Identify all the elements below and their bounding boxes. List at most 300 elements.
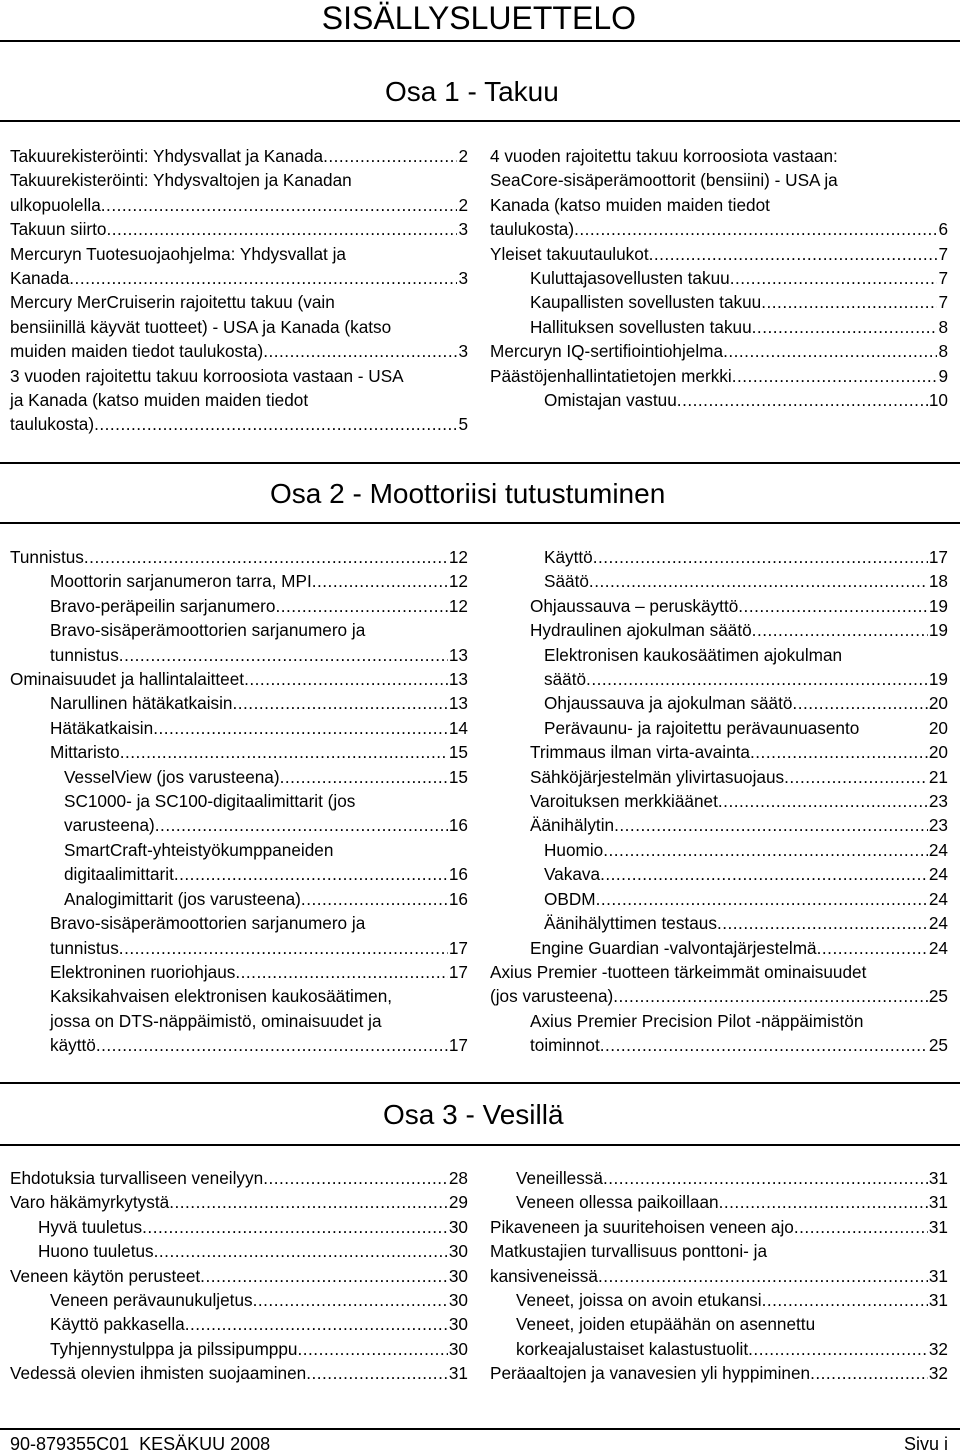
toc-page-number: 7 bbox=[938, 292, 948, 313]
dot-leader bbox=[589, 569, 928, 593]
toc-entry-text: Mercuryn Tuotesuojaohjelma: Yhdysvallat ja bbox=[10, 243, 346, 264]
toc-page-number: 31 bbox=[928, 1290, 948, 1311]
toc-entry-last-line bbox=[490, 594, 948, 618]
dot-leader bbox=[232, 691, 447, 715]
dot-leader bbox=[750, 740, 928, 764]
toc-entry-last-line bbox=[490, 691, 948, 715]
dot-leader bbox=[603, 1166, 928, 1190]
toc-page-number: 5 bbox=[458, 414, 468, 435]
toc-entry bbox=[10, 144, 468, 168]
toc-entry-last-line bbox=[490, 1033, 948, 1057]
toc-entry-text: SeaCore-sisäperämoottorit (bensiini) - USA ja bbox=[490, 170, 838, 191]
toc-entry bbox=[10, 789, 468, 838]
toc-page-number: 7 bbox=[938, 243, 948, 264]
toc-entry-last-line bbox=[10, 1215, 468, 1239]
toc-entry bbox=[10, 838, 468, 887]
toc-entry-text: Axius Premier Precision Pilot -näppäimistön bbox=[530, 1010, 864, 1031]
toc-page-number: 15 bbox=[448, 766, 468, 787]
dot-leader bbox=[596, 887, 928, 911]
dot-leader bbox=[730, 266, 938, 290]
toc-entry-text: Takuun siirto bbox=[10, 219, 107, 240]
toc-entry bbox=[490, 911, 948, 935]
toc-page-number: 17 bbox=[448, 961, 468, 982]
toc-entry-text: Mercury MerCruiserin rajoitettu takuu (vain bbox=[10, 292, 335, 313]
toc-entry bbox=[10, 618, 468, 667]
toc-entry-text: (jos varusteena) bbox=[490, 986, 614, 1007]
toc-entry-last-line bbox=[10, 667, 468, 691]
dot-leader bbox=[748, 1337, 928, 1361]
toc-entry-text: Bravo-peräpeilin sarjanumero bbox=[50, 595, 276, 616]
toc-entry bbox=[490, 1312, 948, 1361]
toc-entry-last-line bbox=[10, 936, 468, 960]
toc-entry-text: korkeajalustaiset kalastustuolit bbox=[516, 1338, 749, 1359]
toc-page-number: 19 bbox=[928, 595, 948, 616]
toc-page-number: 30 bbox=[448, 1216, 468, 1237]
section-3-left-column bbox=[10, 1166, 468, 1386]
dot-leader bbox=[732, 364, 938, 388]
toc-entry-line bbox=[10, 838, 468, 862]
toc-entry-last-line bbox=[490, 315, 948, 339]
toc-entry-last-line bbox=[490, 789, 948, 813]
toc-entry-last-line bbox=[10, 594, 468, 618]
toc-page-number: 3 bbox=[458, 219, 468, 240]
dot-leader bbox=[794, 1215, 928, 1239]
toc-entry bbox=[490, 1215, 948, 1239]
toc-entry bbox=[490, 1239, 948, 1288]
toc-entry-last-line bbox=[490, 266, 948, 290]
toc-entry-text: tunnistus bbox=[50, 937, 119, 958]
toc-entry bbox=[490, 315, 948, 339]
dot-leader bbox=[717, 911, 928, 935]
toc-entry bbox=[490, 339, 948, 363]
dot-leader bbox=[169, 1190, 448, 1214]
toc-entry-text: Tyhjennystulppa ja pilssipumppu bbox=[50, 1338, 298, 1359]
toc-entry-text: ulkopuolella bbox=[10, 194, 101, 215]
toc-entry-last-line bbox=[490, 716, 948, 740]
toc-page-number: 30 bbox=[448, 1265, 468, 1286]
dot-leader bbox=[263, 339, 457, 363]
toc-entry-last-line bbox=[490, 1215, 948, 1239]
toc-page-number: 31 bbox=[928, 1192, 948, 1213]
toc-entry-text: Hätäkatkaisin bbox=[50, 717, 154, 738]
toc-entry-text: 3 vuoden rajoitettu takuu korroosiota vastaan - USA bbox=[10, 365, 404, 386]
toc-entry-line bbox=[10, 315, 468, 339]
toc-entry-text: Veneet, joiden etupäähän on asennettu bbox=[516, 1314, 816, 1335]
dot-leader bbox=[119, 936, 448, 960]
dot-leader bbox=[306, 1361, 448, 1385]
toc-page-number: 10 bbox=[928, 390, 948, 411]
section-3-right-column bbox=[490, 1166, 948, 1386]
toc-entry-text: Kuluttajasovellusten takuu bbox=[530, 268, 730, 289]
toc-entry bbox=[10, 1239, 468, 1263]
dot-leader bbox=[762, 1288, 928, 1312]
toc-entry bbox=[10, 1215, 468, 1239]
toc-entry-last-line bbox=[10, 339, 468, 363]
toc-entry bbox=[490, 364, 948, 388]
dot-leader bbox=[142, 1215, 448, 1239]
section-1-right-column bbox=[490, 144, 948, 412]
toc-entry-text: Tunnistus bbox=[10, 547, 84, 567]
dot-leader bbox=[603, 838, 928, 862]
toc-entry-text: Veneen perävaunukuljetus bbox=[50, 1290, 253, 1311]
toc-entry bbox=[490, 960, 948, 1009]
dot-leader bbox=[185, 1312, 448, 1336]
toc-entry-text: digitaalimittarit bbox=[64, 864, 174, 885]
dot-leader bbox=[719, 1190, 928, 1214]
toc-entry-text: Pikaveneen ja suuritehoisen veneen ajo bbox=[490, 1216, 794, 1237]
toc-entry-line bbox=[10, 911, 468, 935]
toc-entry-text: taulukosta) bbox=[490, 219, 575, 240]
toc-entry-line bbox=[10, 789, 468, 813]
toc-entry-last-line bbox=[490, 936, 948, 960]
toc-page-number: 24 bbox=[928, 839, 948, 860]
footer-rule bbox=[0, 1428, 960, 1430]
toc-entry-text: Ehdotuksia turvalliseen veneilyyn bbox=[10, 1168, 264, 1188]
toc-entry-last-line bbox=[10, 691, 468, 715]
toc-entry bbox=[490, 838, 948, 862]
toc-entry-text: Ohjaussauva ja ajokulman säätö bbox=[544, 693, 793, 714]
toc-page-number: 13 bbox=[448, 644, 468, 665]
toc-entry-text: VesselView (jos varusteena) bbox=[64, 766, 280, 787]
toc-entry bbox=[10, 364, 468, 437]
toc-entry-last-line bbox=[10, 1312, 468, 1336]
toc-entry-last-line bbox=[490, 740, 948, 764]
toc-page-number: 16 bbox=[448, 864, 468, 885]
toc-entry-last-line bbox=[490, 887, 948, 911]
dot-leader bbox=[752, 315, 938, 339]
toc-entry-last-line bbox=[10, 960, 468, 984]
toc-page-number: 25 bbox=[928, 986, 948, 1007]
toc-page-number: 24 bbox=[928, 888, 948, 909]
toc-page-number: 24 bbox=[928, 864, 948, 885]
toc-entry bbox=[490, 1009, 948, 1058]
toc-page-number: 17 bbox=[448, 937, 468, 958]
toc-entry-text: Käyttö pakkasella bbox=[50, 1314, 185, 1335]
toc-page-number: 24 bbox=[928, 937, 948, 958]
dot-leader bbox=[94, 412, 457, 436]
section-title-1: Osa 1 - Takuu bbox=[385, 76, 559, 107]
toc-entry-last-line bbox=[490, 1288, 948, 1312]
toc-entry bbox=[490, 765, 948, 789]
toc-entry-text: Veneet, joissa on avoin etukansi bbox=[516, 1290, 762, 1311]
toc-page-number: 13 bbox=[448, 693, 468, 714]
toc-entry-text: käyttö bbox=[50, 1035, 96, 1056]
footer-page-label: Sivu i bbox=[903, 1434, 948, 1454]
toc-entry-text: tunnistus bbox=[50, 644, 119, 665]
toc-entry-text: varusteena) bbox=[64, 815, 155, 836]
toc-entry-line bbox=[490, 193, 948, 217]
toc-entry-last-line bbox=[490, 545, 948, 569]
toc-entry bbox=[490, 1361, 948, 1385]
toc-entry-text: bensiinillä käyvät tuotteet) - USA ja Kanada (katso bbox=[10, 316, 392, 337]
dot-leader bbox=[84, 545, 448, 569]
toc-entry-last-line bbox=[10, 1033, 468, 1057]
toc-entry-last-line bbox=[490, 984, 948, 1008]
toc-page-number: 30 bbox=[448, 1241, 468, 1262]
toc-entry-last-line bbox=[10, 1239, 468, 1263]
toc-page-number: 29 bbox=[448, 1192, 468, 1213]
dot-leader bbox=[598, 1264, 928, 1288]
toc-entry-last-line bbox=[490, 1337, 948, 1361]
toc-entry bbox=[490, 643, 948, 692]
toc-entry bbox=[10, 984, 468, 1057]
toc-entry-text: Kanada bbox=[10, 268, 70, 289]
toc-entry-text: Narullinen hätäkatkaisin bbox=[50, 693, 233, 714]
toc-page-number: 31 bbox=[928, 1216, 948, 1237]
toc-entry-text: säätö bbox=[544, 669, 587, 690]
toc-entry bbox=[490, 740, 948, 764]
toc-entry-text: OBDM bbox=[544, 888, 596, 909]
section-3-rule bbox=[0, 1144, 960, 1146]
toc-entry-last-line bbox=[10, 217, 468, 241]
toc-entry-text: Peräaaltojen ja vanavesien yli hyppiminen bbox=[490, 1363, 811, 1384]
dot-leader bbox=[297, 1337, 447, 1361]
dot-leader bbox=[649, 242, 938, 266]
toc-entry-last-line bbox=[10, 862, 468, 886]
toc-entry-text: Yleiset takuutaulukot bbox=[490, 243, 649, 264]
toc-page-number: 19 bbox=[928, 620, 948, 641]
toc-entry-text: Vedessä olevien ihmisten suojaaminen bbox=[10, 1363, 307, 1384]
toc-page-number: 23 bbox=[928, 791, 948, 812]
toc-page-number: 30 bbox=[448, 1290, 468, 1311]
dot-leader bbox=[677, 388, 928, 412]
dot-leader bbox=[600, 862, 928, 886]
toc-entry-last-line bbox=[490, 1166, 948, 1190]
toc-entry-last-line bbox=[490, 911, 948, 935]
toc-page-number: 12 bbox=[448, 571, 468, 592]
dot-leader bbox=[174, 862, 448, 886]
toc-entry bbox=[490, 569, 948, 593]
toc-page-number: 14 bbox=[448, 717, 468, 738]
toc-entry-text: Hyvä tuuletus bbox=[38, 1216, 143, 1237]
toc-entry bbox=[490, 1190, 948, 1214]
toc-entry-last-line bbox=[10, 1166, 468, 1190]
dot-leader bbox=[312, 569, 448, 593]
toc-entry bbox=[10, 887, 468, 911]
dot-leader bbox=[593, 545, 928, 569]
section-2-rule bbox=[0, 522, 960, 524]
dot-leader bbox=[784, 765, 928, 789]
toc-page-number: 2 bbox=[458, 194, 468, 215]
section-3-top-rule bbox=[0, 1082, 960, 1084]
toc-entry bbox=[490, 545, 948, 569]
toc-page-number: 3 bbox=[458, 341, 468, 362]
toc-entry bbox=[10, 667, 468, 691]
toc-page-number: 31 bbox=[928, 1168, 948, 1188]
toc-entry-last-line bbox=[490, 217, 948, 241]
toc-entry bbox=[10, 716, 468, 740]
toc-entry bbox=[10, 168, 468, 217]
toc-entry-text: Ominaisuudet ja hallintalaitteet bbox=[10, 669, 245, 690]
toc-entry bbox=[490, 716, 948, 740]
toc-entry-text: Moottorin sarjanumeron tarra, MPI bbox=[50, 571, 312, 592]
toc-entry-text: Veneillessä bbox=[516, 1168, 603, 1188]
toc-entry bbox=[490, 1166, 948, 1190]
toc-entry-text: Bravo-sisäperämoottorien sarjanumero ja bbox=[50, 913, 366, 934]
toc-entry-line bbox=[10, 168, 468, 192]
toc-entry bbox=[490, 388, 948, 412]
toc-entry bbox=[10, 1166, 468, 1190]
toc-page-number: 32 bbox=[928, 1363, 948, 1384]
toc-entry bbox=[10, 217, 468, 241]
toc-entry-text: Elektroninen ruoriohjaus bbox=[50, 961, 236, 982]
dot-leader bbox=[275, 594, 447, 618]
toc-page-number: 25 bbox=[928, 1035, 948, 1056]
dot-leader bbox=[155, 813, 448, 837]
footer-left bbox=[10, 1433, 270, 1455]
dot-leader bbox=[120, 740, 448, 764]
dot-leader bbox=[738, 594, 928, 618]
toc-entry bbox=[490, 242, 948, 266]
toc-entry-text: Mittaristo bbox=[50, 742, 120, 763]
toc-entry-line bbox=[490, 1009, 948, 1033]
toc-page-number: 28 bbox=[448, 1168, 468, 1188]
toc-entry-last-line bbox=[10, 1361, 468, 1385]
toc-page-number: 13 bbox=[448, 669, 468, 690]
dot-leader bbox=[301, 887, 448, 911]
toc-entry-text: Hydraulinen ajokulman säätö bbox=[530, 620, 752, 641]
toc-entry bbox=[10, 569, 468, 593]
dot-leader bbox=[153, 716, 448, 740]
toc-page-number: 30 bbox=[448, 1338, 468, 1359]
toc-entry-last-line bbox=[10, 412, 468, 436]
toc-page-number: 9 bbox=[938, 365, 948, 386]
toc-entry-last-line bbox=[10, 887, 468, 911]
toc-page-number: 12 bbox=[448, 595, 468, 616]
toc-entry-text: Omistajan vastuu bbox=[544, 390, 677, 411]
toc-entry-last-line bbox=[10, 716, 468, 740]
toc-entry bbox=[490, 691, 948, 715]
toc-entry-last-line bbox=[10, 813, 468, 837]
toc-entry-text: kansiveneissä bbox=[490, 1265, 598, 1286]
toc-entry-line bbox=[10, 242, 468, 266]
toc-entry bbox=[490, 936, 948, 960]
toc-entry-text: Säätö bbox=[544, 571, 589, 592]
toc-entry-text: Elektronisen kaukosäätimen ajokulman bbox=[544, 644, 843, 665]
toc-entry-text: SC1000- ja SC100-digitaalimittarit (jos bbox=[64, 791, 356, 812]
toc-entry-line bbox=[10, 364, 468, 388]
toc-entry-text: Äänihälytin bbox=[530, 815, 615, 836]
dot-leader bbox=[752, 618, 928, 642]
dot-leader bbox=[600, 1033, 928, 1057]
toc-page-number: 20 bbox=[928, 742, 948, 763]
toc-entry bbox=[10, 911, 468, 960]
toc-page-number: 23 bbox=[928, 815, 948, 836]
toc-entry-text: Axius Premier -tuotteen tärkeimmät ominaisuudet bbox=[490, 961, 867, 982]
toc-entry bbox=[10, 740, 468, 764]
toc-entry bbox=[490, 290, 948, 314]
toc-entry-line bbox=[10, 618, 468, 642]
toc-entry-line bbox=[10, 388, 468, 412]
toc-entry-line bbox=[490, 144, 948, 168]
toc-entry-text: Vakava bbox=[544, 864, 601, 885]
toc-entry-line bbox=[490, 643, 948, 667]
toc-page-number: 17 bbox=[928, 547, 948, 567]
toc-page-number: 15 bbox=[448, 742, 468, 763]
toc-entry-last-line bbox=[490, 667, 948, 691]
toc-entry-last-line bbox=[490, 339, 948, 363]
footer-doc-number: 90-879355C01 bbox=[10, 1434, 130, 1454]
toc-page-number: 3 bbox=[458, 268, 468, 289]
toc-entry-text: Takuurekisteröinti: Yhdysvaltojen ja Kanadan bbox=[10, 170, 352, 191]
toc-entry-text: Veneen ollessa paikoillaan bbox=[516, 1192, 719, 1213]
toc-entry-last-line bbox=[10, 545, 468, 569]
toc-entry-text: Kanada (katso muiden maiden tiedot bbox=[490, 194, 770, 215]
toc-page-number: 31 bbox=[448, 1363, 468, 1384]
toc-page-number: 8 bbox=[938, 341, 948, 362]
toc-entry bbox=[490, 594, 948, 618]
title-rule bbox=[0, 40, 960, 42]
toc-entry-text: Analogimittarit (jos varusteena) bbox=[64, 888, 301, 909]
dot-leader bbox=[253, 1288, 448, 1312]
dot-leader bbox=[817, 936, 928, 960]
toc-entry bbox=[10, 290, 468, 363]
toc-entry-last-line bbox=[10, 144, 468, 168]
toc-entry bbox=[490, 862, 948, 886]
toc-entry-last-line bbox=[10, 1337, 468, 1361]
toc-entry-text: 4 vuoden rajoitettu takuu korroosiota vastaan: bbox=[490, 146, 838, 166]
toc-page-number: 19 bbox=[928, 669, 948, 690]
toc-entry-line bbox=[490, 168, 948, 192]
dot-leader bbox=[792, 691, 927, 715]
toc-entry-text: Perävaunu- ja rajoitettu perävaunuasento bbox=[544, 717, 860, 738]
dot-leader bbox=[280, 765, 448, 789]
dot-leader bbox=[718, 789, 928, 813]
toc-page-number: 24 bbox=[928, 913, 948, 934]
toc-entry-text: Bravo-sisäperämoottorien sarjanumero ja bbox=[50, 620, 366, 641]
dot-leader bbox=[101, 193, 458, 217]
toc-entry-last-line bbox=[10, 1288, 468, 1312]
toc-entry-last-line bbox=[490, 862, 948, 886]
toc-entry bbox=[10, 1361, 468, 1385]
toc-entry-text: taulukosta) bbox=[10, 414, 95, 435]
dot-leader bbox=[263, 1166, 448, 1190]
toc-page-number: 16 bbox=[448, 815, 468, 836]
toc-entry-text: toiminnot bbox=[530, 1035, 600, 1056]
toc-entry bbox=[10, 242, 468, 291]
toc-entry-last-line bbox=[490, 242, 948, 266]
toc-entry-last-line bbox=[490, 290, 948, 314]
toc-entry-line bbox=[490, 960, 948, 984]
toc-entry-line bbox=[10, 290, 468, 314]
toc-entry-last-line bbox=[10, 569, 468, 593]
toc-entry-text: Varo häkämyrkytystä bbox=[10, 1192, 170, 1213]
toc-entry-text: jossa on DTS-näppäimistö, ominaisuudet ja bbox=[50, 1010, 382, 1031]
toc-entry-text: Varoituksen merkkiäänet bbox=[530, 791, 718, 812]
toc-entry-text: muiden maiden tiedot taulukosta) bbox=[10, 341, 264, 362]
toc-entry-last-line bbox=[10, 643, 468, 667]
toc-entry bbox=[490, 266, 948, 290]
dot-leader bbox=[810, 1361, 928, 1385]
toc-entry-last-line bbox=[490, 569, 948, 593]
toc-entry bbox=[490, 789, 948, 813]
dot-leader bbox=[69, 266, 457, 290]
toc-entry bbox=[10, 960, 468, 984]
toc-page-number: 20 bbox=[928, 693, 948, 714]
section-2-left-column bbox=[10, 545, 468, 1058]
toc-entry-last-line bbox=[490, 388, 948, 412]
toc-entry-last-line bbox=[490, 838, 948, 862]
toc-page-number: 31 bbox=[928, 1265, 948, 1286]
section-1-rule bbox=[0, 120, 960, 122]
section-title-3: Osa 3 - Vesillä bbox=[383, 1099, 564, 1130]
toc-page-number: 17 bbox=[448, 1035, 468, 1056]
toc-entry bbox=[10, 1190, 468, 1214]
toc-entry-text: Mercuryn IQ-sertifiointiohjelma bbox=[490, 341, 724, 362]
dot-leader bbox=[119, 643, 448, 667]
toc-entry-text: Päästöjenhallintatietojen merkki bbox=[490, 365, 732, 386]
toc-entry bbox=[10, 1288, 468, 1312]
